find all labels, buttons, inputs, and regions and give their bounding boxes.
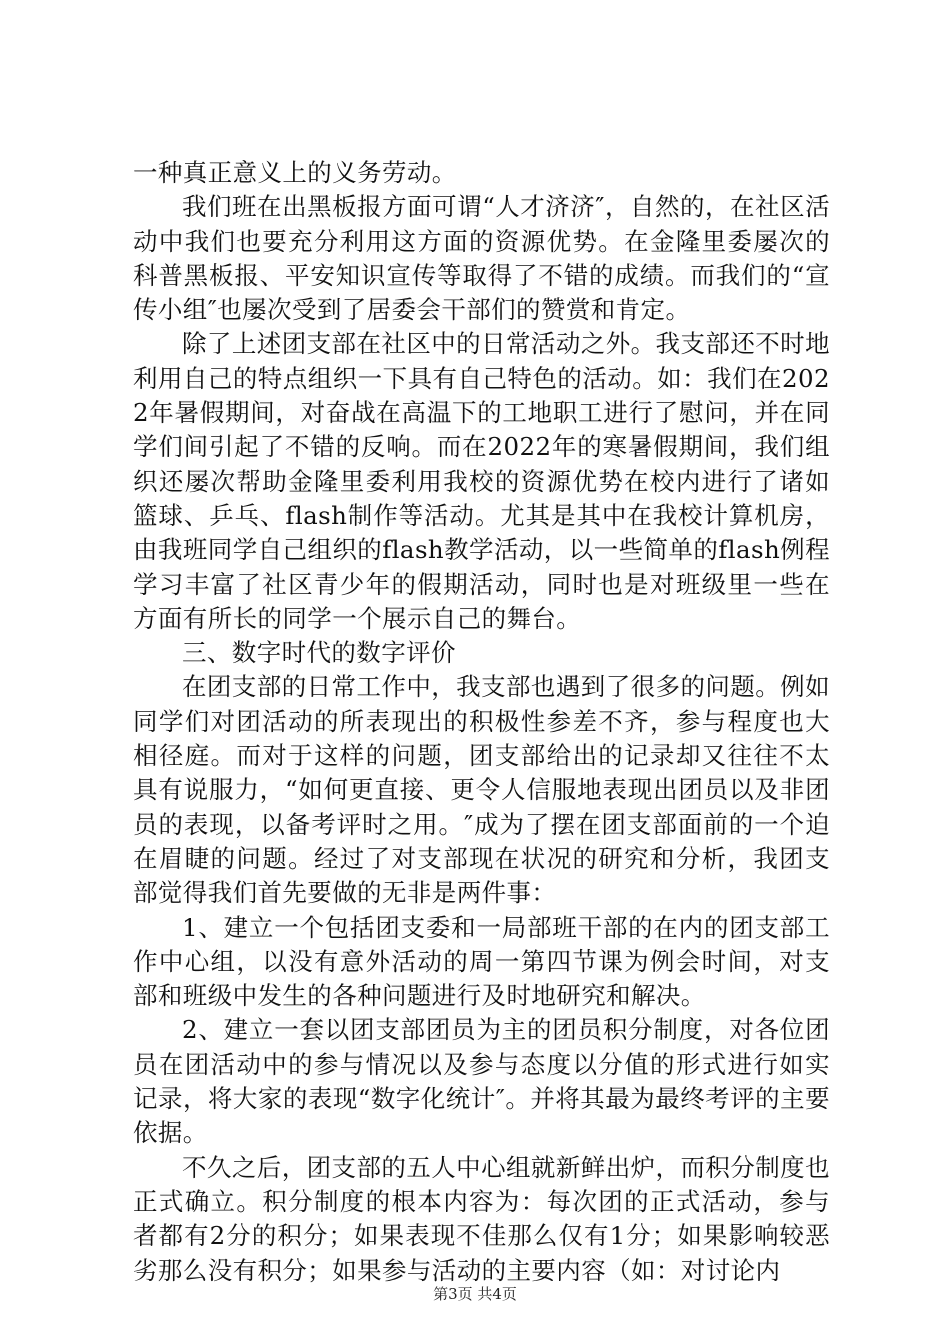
paragraph-4: 在团支部的日常工作中，我支部也遇到了很多的问题。例如同学们对团活动的所表现出的积极性参差不齐，参与程度也大相径庭。而对于这样的问题，团支部给出的记录却又往往不太具有说服力，“如何更直接、更令人信服地表现出团员以及非团员的表现，以备考评时之用。″成为了摆在团支部面前的一个迫在眉睫的问题。经过了对支部现在状况的研究和分析，我团支部觉得我们首先要做的无非是两件事： — [133, 672, 830, 908]
list-item-2: 2、建立一套以团支部团员为主的团员积分制度，对各位团员在团活动中的参与情况以及参与态度以分值的形式进行如实记录，将大家的表现“数字化统计″。并将其最为最终考评的主要依据。 — [133, 1015, 830, 1148]
section-heading: 三、数字时代的数字评价 — [182, 638, 456, 668]
paragraph-5: 不久之后，团支部的五人中心组就新鲜出炉，而积分制度也正式确立。积分制度的根本内容为：每次团的正式活动，参与者都有2分的积分；如果表现不佳那么仅有1分；如果影响较恶劣那么没有积分；如果参与活动的主要内容（如：对讨论内 — [133, 1152, 830, 1285]
paragraph-3: 除了上述团支部在社区中的日常活动之外。我支部还不时地利用自己的特点组织一下具有自己特色的活动。如：我们在2022年暑假期间，对奋战在高温下的工地职工进行了慰问，并在同学们间引起了不错的反响。而在2022年的寒暑假期间，我们组织还屡次帮助金隆里委利用我校的资源优势在校内进行了诸如篮球、乒乓、flash制作等活动。尤其是其中在我校计算机房，由我班同学自己组织的flash教学活动，以一些简单的flash例程学习丰富了社区青少年的假期活动，同时也是对班级里一些在方面有所长的同学一个展示自己的舞台。 — [133, 329, 830, 633]
page-footer: 第3页 共4页 — [433, 1285, 517, 1303]
list-item-1: 1、建立一个包括团支委和一局部班干部的在内的团支部工作中心组，以没有意外活动的周一第四节课为例会时间，对支部和班级中发生的各种问题进行及时地研究和解决。 — [133, 912, 830, 1011]
paragraph-1: 一种真正意义上的义务劳动。 — [133, 158, 457, 187]
document-body — [133, 156, 830, 1288]
paragraph-2: 我们班在出黑板报方面可谓“人才济济″，自然的，在社区活动中我们也要充分利用这方面的资源优势。在金隆里委屡次的科普黑板报、平安知识宣传等取得了不错的成绩。而我们的“宣传小组″也屡次受到了居委会干部们的赞赏和肯定。 — [133, 192, 830, 325]
